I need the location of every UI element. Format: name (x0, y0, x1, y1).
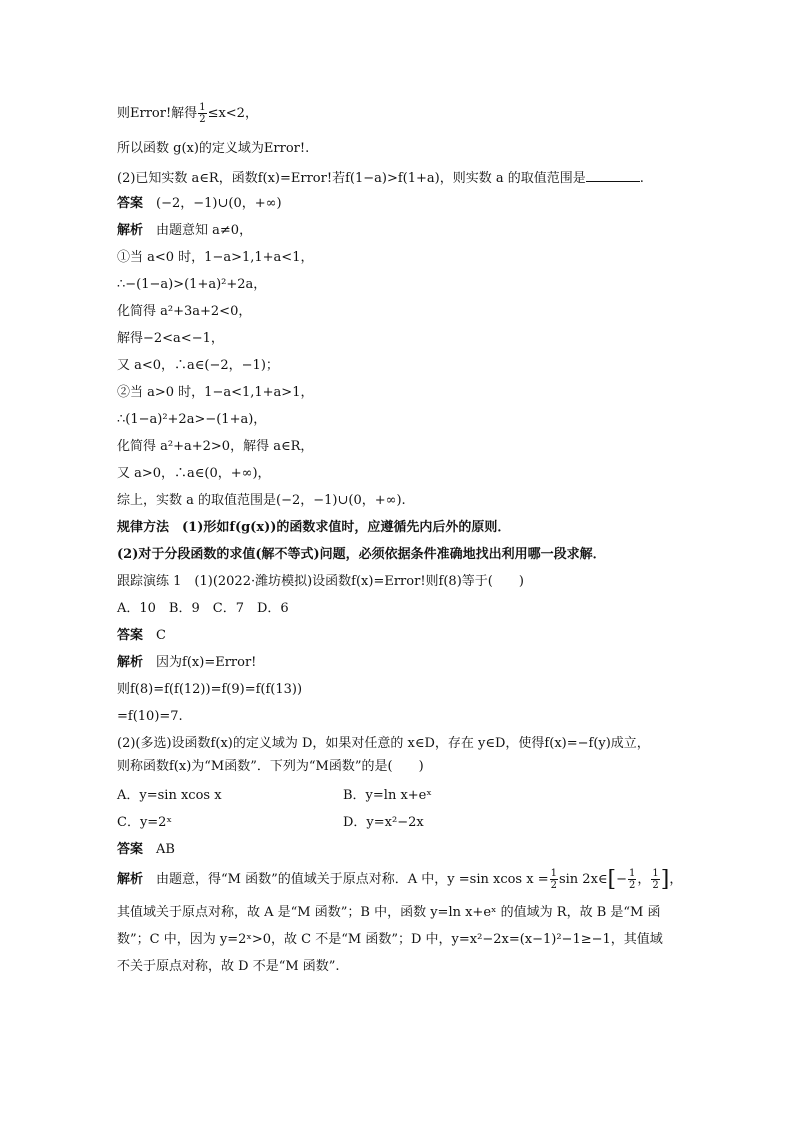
line-1 (117, 102, 258, 125)
line-10: 又 a<0，∴a∈(−2，−1)； (117, 358, 279, 373)
analysis-label: 解析 (117, 223, 144, 238)
fraction: $\frac{1}{2}$ (199, 102, 206, 125)
left-bracket: [ (607, 866, 617, 892)
fraction: $\frac{1}{2}$ (652, 868, 659, 891)
answer-value: AB (156, 842, 175, 857)
option-d: D．y=x²−2x (343, 815, 424, 830)
analysis-line-1: 解析 由题意知 a≠0， (117, 223, 253, 238)
line-13: 化简得 a²+a+2>0，解得 a∈R， (117, 439, 314, 454)
analysis-label: 解析 (117, 872, 144, 887)
line-7: ∴−(1−a)>(1+a)²+2a， (117, 277, 267, 292)
line-8: 化简得 a²+3a+2<0， (117, 304, 252, 319)
answer-label: 答案 (117, 842, 144, 857)
answer-label: 答案 (117, 628, 144, 643)
line-14: 又 a>0，∴a∈(0，+∞)， (117, 466, 271, 481)
text: ≤x<2， (207, 106, 258, 121)
text: 则Error!解得 (117, 106, 198, 121)
option-a: A．y=sin xcos x (117, 788, 222, 803)
line-11: ②当 a>0 时，1−a<1,1+a>1， (117, 385, 314, 400)
line-31: 数”；C 中，因为 y=2ˣ>0，故 C 不是“M 函数”；D 中，y=x²−2x=(x−1)²−1≥−1，其值域 (117, 932, 663, 947)
line-9: 解得−2<a<−1， (117, 331, 224, 346)
method-line-1: 规律方法 (1)形如f(g(x))的函数求值时，应遵循先内后外的原则． (117, 520, 511, 535)
line-22: 则f(8)=f(f(12))=f(9)=f(f(13)) (117, 682, 303, 697)
fraction: $\frac{1}{2}$ (550, 868, 557, 891)
analysis-label: 解析 (117, 655, 144, 670)
question-text: (2)已知实数 a∈R，函数f(x)=Error!若f(1−a)>f(1+a)，则实数 a 的取值范围是 (117, 171, 586, 186)
line-30: 其值域关于原点对称，故 A 是“M 函数”；B 中，函数 y=ln x+eˣ 的值域为 R，故 B 是“M 函 (117, 905, 661, 920)
practice-question-2-cont: 则称函数f(x)为“M函数”．下列为“M函数”的是( ) (117, 759, 424, 774)
line-12: ∴(1−a)²+2a>−(1+a)， (117, 412, 267, 427)
answer-label: 答案 (117, 196, 144, 211)
answer-line-1 (117, 195, 282, 213)
analysis-line-2: 解析 因为f(x)=Error! (117, 655, 257, 670)
practice-question-2: (2)(多选)设函数f(x)的定义域为 D，如果对任意的 x∈D，存在 y∈D，使得f(x)=−f(y)成立， (117, 736, 650, 751)
line-2: 所以函数 g(x)的定义域为Error!. (117, 141, 310, 156)
option-b: B．y=ln x+eˣ (343, 788, 432, 803)
method-line-2: (2)对于分段函数的求值(解不等式)问题，必须依据条件准确地找出利用哪一段求解． (117, 547, 606, 562)
fraction: $\frac{1}{2}$ (629, 868, 636, 891)
answer-value: (−2，−1)∪(0，+∞) (156, 196, 282, 211)
line-6: ①当 a<0 时，1−a>1,1+a<1， (117, 250, 314, 265)
right-bracket: ] (660, 866, 670, 892)
answer-blank (586, 169, 640, 182)
line-23: =f(10)=7. (117, 709, 183, 724)
analysis-line-3: 解析 由题意，得“M 函数”的值域关于原点对称．A 中，y =sin xcos x = $\frac{1}{2}$ sin 2x∈[− $\frac{1}{2}$ ， $\frac{1}{2}$ ]， (117, 866, 683, 892)
line-32: 不关于原点对称，故 D 不是“M 函数”. (117, 959, 340, 974)
option-c: C．y=2ˣ (117, 815, 172, 830)
answer-line-3 (117, 841, 175, 859)
practice-question-1: 跟踪演练 1 (1)(2022·潍坊模拟)设函数f(x)=Error!则f(8)等于( ) (117, 574, 524, 589)
practice-options-1: A．10 B．9 C．7 D．6 (117, 601, 289, 616)
answer-value: C (156, 628, 166, 643)
line-3: (2)已知实数 a∈R，函数f(x)=Error!若f(1−a)>f(1+a)，则实数 a 的取值范围是 . (117, 171, 644, 186)
answer-line-2 (117, 627, 166, 645)
line-15: 综上，实数 a 的取值范围是(−2，−1)∪(0，+∞). (117, 493, 406, 508)
